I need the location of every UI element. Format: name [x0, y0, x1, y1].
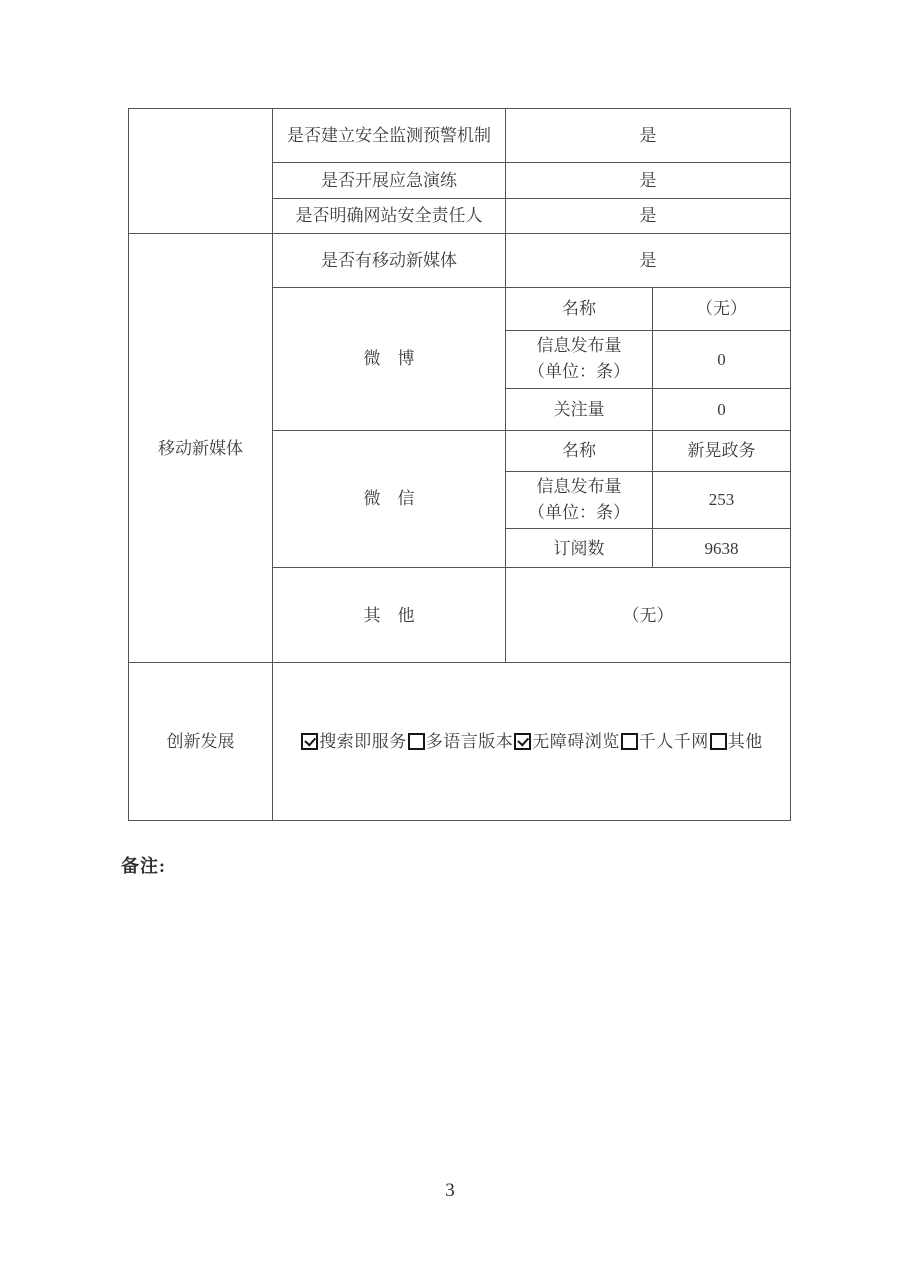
- cell-wechat-subscribers-value: 9638: [653, 529, 791, 568]
- option-multilingual: [407, 732, 514, 751]
- cell-has-mobile-media-label: 是否有移动新媒体: [273, 234, 506, 288]
- checkbox-unchecked-icon: [621, 733, 638, 750]
- cell-weibo-name-value: （无）: [653, 288, 791, 331]
- cell-other-media-value: （无）: [506, 568, 791, 663]
- cell-security-owner-label: 是否明确网站安全责任人: [273, 199, 506, 234]
- checkbox-checked-icon: [301, 733, 318, 750]
- cell-weibo-followers-label: 关注量: [506, 388, 653, 430]
- cell-section-mobile-media-label: 移动新媒体: [129, 234, 273, 663]
- option-label: 多语言版本: [425, 732, 514, 752]
- cell-wechat-label: 微 信: [273, 430, 506, 568]
- wechat-posts-label-line1: 信息发布量: [536, 476, 622, 496]
- cell-security-monitor-value: 是: [506, 109, 791, 163]
- cell-section-continued-empty: [129, 109, 273, 234]
- option-label: 无障碍浏览: [532, 732, 620, 752]
- option-other: [709, 732, 763, 751]
- cell-wechat-name-label: 名称: [506, 430, 653, 471]
- cell-emergency-drill-label: 是否开展应急演练: [273, 163, 506, 199]
- checkbox-checked-icon: [514, 733, 531, 750]
- option-label: 千人千网: [638, 732, 709, 752]
- checkbox-unchecked-icon: [710, 733, 727, 750]
- cell-wechat-posts-value: 253: [653, 471, 791, 529]
- cell-weibo-posts-label: [506, 331, 653, 389]
- remark-label: 备注:: [121, 856, 166, 876]
- weibo-posts-label-line1: 信息发布量: [536, 336, 622, 355]
- cell-has-mobile-media-value: 是: [506, 234, 791, 288]
- page-number: 3: [445, 1180, 455, 1201]
- option-accessibility: [513, 732, 620, 751]
- innovation-checkbox-line: [300, 732, 763, 751]
- cell-security-owner-value: 是: [506, 199, 791, 234]
- cell-innovation-options: [273, 663, 791, 821]
- wechat-posts-label-line2: （单位：条）: [528, 503, 630, 523]
- cell-wechat-posts-label: [506, 471, 653, 529]
- cell-wechat-name-value: 新晃政务: [653, 430, 791, 471]
- cell-weibo-label: 微 博: [273, 288, 506, 431]
- cell-weibo-followers-value: 0: [653, 388, 791, 430]
- cell-weibo-name-label: 名称: [506, 288, 653, 331]
- cell-wechat-subscribers-label: 订阅数: [506, 529, 653, 568]
- option-search-as-service: [300, 732, 407, 751]
- annual-report-table: [128, 108, 791, 821]
- option-label: 其他: [727, 732, 763, 752]
- checkbox-unchecked-icon: [408, 733, 425, 750]
- cell-emergency-drill-value: 是: [506, 163, 791, 199]
- cell-weibo-posts-value: 0: [653, 331, 791, 389]
- option-label: 搜索即服务: [319, 732, 407, 752]
- cell-security-monitor-label: 是否建立安全监测预警机制: [273, 109, 506, 163]
- cell-section-innovation-label: 创新发展: [129, 663, 273, 821]
- cell-other-media-label: 其 他: [273, 568, 506, 663]
- option-personalized: [620, 732, 709, 751]
- weibo-posts-label-line2: （单位：条）: [528, 362, 630, 382]
